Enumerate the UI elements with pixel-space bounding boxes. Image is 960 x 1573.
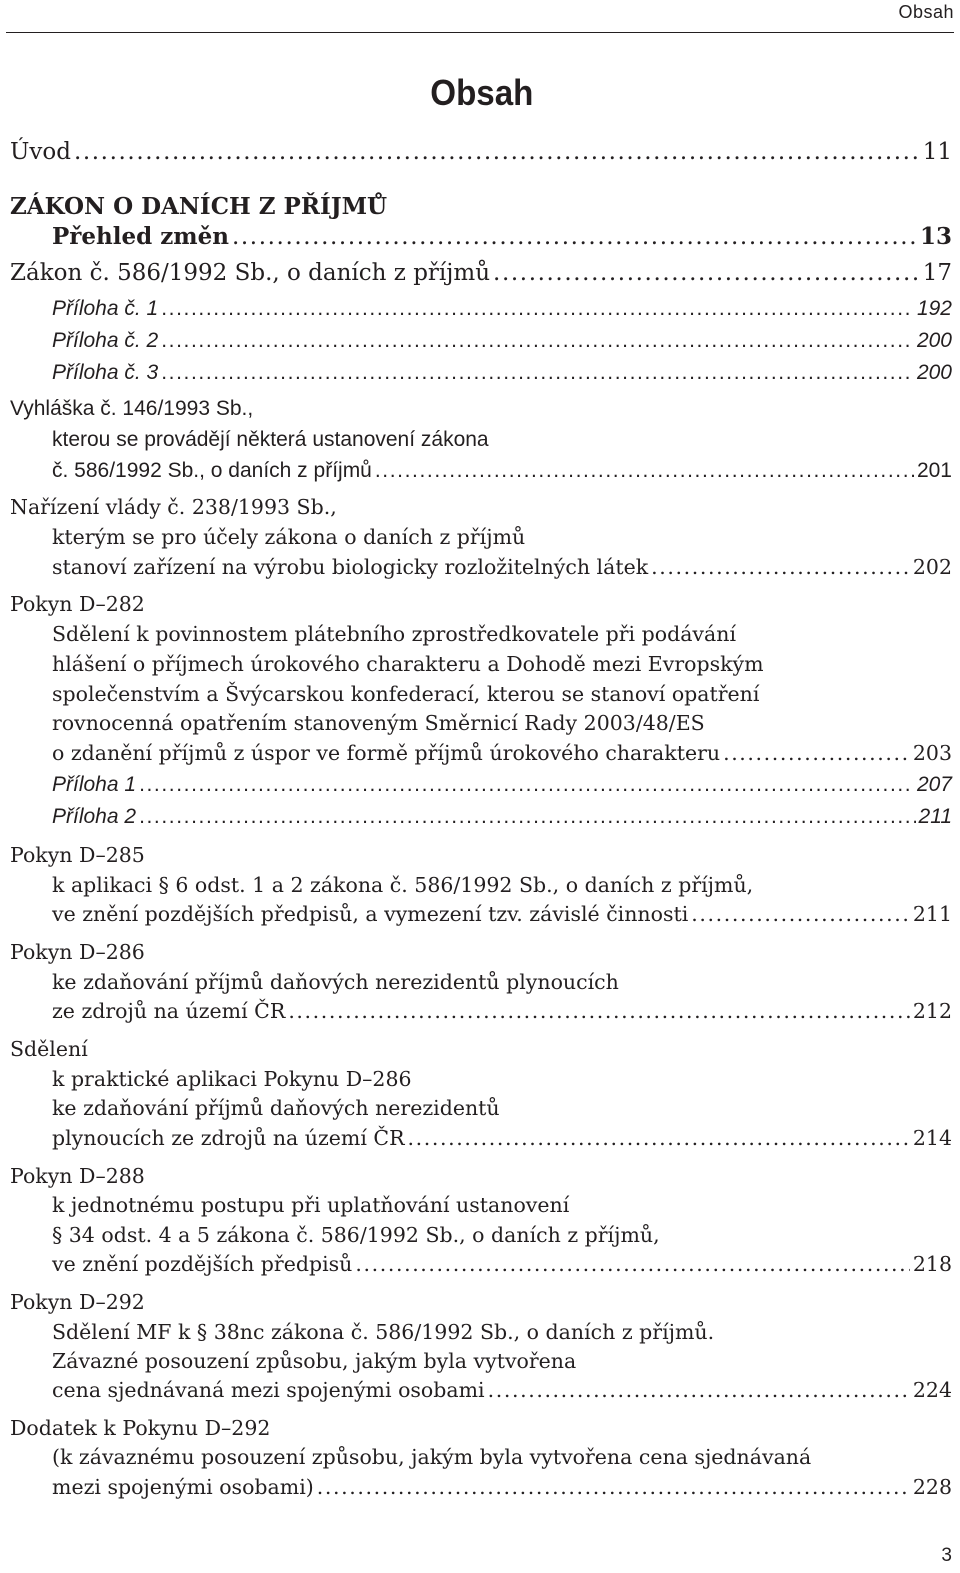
toc-entry-dodatek-292-line: (k závaznému posouzení způsobu, jakým byla vytvořena cena sjednávaná <box>52 1445 812 1469</box>
toc-entry-pokyn-285-last[interactable]: ve znění pozdějších předpisů, a vymezení tzv. závislé činnosti ..... 211 <box>52 902 952 926</box>
toc-leader-dots <box>317 1475 910 1499</box>
toc-entry-pokyn-288-last[interactable]: ve znění pozdějších předpisů ..... 218 <box>52 1252 952 1276</box>
toc-page-number: 202 <box>912 555 952 579</box>
toc-entry-pokyn-282-line: rovnocenná opatřením stanoveným Směrnicí Rady 2003/48/ES <box>52 711 705 735</box>
toc-entry-pokyn-286-last[interactable]: ze zdrojů na území ČR ..... 212 <box>52 999 952 1023</box>
toc-entry-pokyn-286-line: ke zdaňování příjmů daňových nerezidentů plynoucích <box>52 970 619 994</box>
toc-entry-pokyn-282-line: hlášení o příjmech úrokového charakteru a Dohodě mezi Evropským <box>52 652 764 676</box>
toc-entry-label: Příloha 1 <box>52 773 137 796</box>
toc-page-number: 201 <box>916 459 952 482</box>
toc-leader-dots <box>161 361 914 385</box>
page-title: Obsah <box>430 72 534 113</box>
toc-page-number: 207 <box>916 773 952 796</box>
toc-leader-dots <box>488 1378 910 1402</box>
toc-entry-pokyn-282-line: společenstvím a Švýcarskou konfederací, kterou se stanoví opatření <box>52 682 760 706</box>
toc-page-number: 203 <box>912 741 952 765</box>
toc-leader-dots <box>723 741 910 765</box>
toc-entry-label: Příloha č. 3 <box>52 361 159 384</box>
toc-leader-dots <box>288 999 910 1023</box>
toc-entry-prehled[interactable] <box>52 225 952 249</box>
toc-entry-sdeleni-line: ke zdaňování příjmů daňových nerezidentů <box>52 1096 500 1120</box>
toc-page-number: 11 <box>922 139 952 165</box>
toc-entry-pokyn-282-last[interactable]: o zdanění příjmů z úspor ve formě příjmů úrokového charakteru ..... 203 <box>52 741 952 765</box>
toc-entry-sdeleni-last[interactable]: plynoucích ze zdrojů na území ČR ..... 214 <box>52 1126 952 1150</box>
toc-entry-zakon[interactable] <box>10 261 952 285</box>
toc-leader-dots <box>493 261 920 285</box>
page-number: 3 <box>941 1545 952 1566</box>
toc-entry-pokyn-292-last[interactable]: cena sjednávaná mezi spojenými osobami ..... 224 <box>52 1378 952 1402</box>
toc-page-number: 228 <box>912 1475 952 1499</box>
toc-entry-vyhlaska-title[interactable]: Vyhláška č. 146/1993 Sb., <box>10 397 254 420</box>
toc-entry-vyhlaska-last[interactable]: č. 586/1992 Sb., o daních z příjmů ..... 201 <box>52 459 952 483</box>
running-head-title: Obsah <box>898 2 954 22</box>
toc-leader-dots <box>74 140 920 164</box>
toc-entry-dodatek-292-last[interactable]: mezi spojenými osobami) ..... 228 <box>52 1475 952 1499</box>
toc-leader-dots <box>161 329 914 353</box>
toc-entry-label: Úvod <box>10 139 71 165</box>
toc-entry-pokyn-285-title[interactable]: Pokyn D–285 <box>10 843 145 867</box>
toc-leader-dots <box>355 1252 909 1276</box>
toc-entry-pokyn-282-line: Sdělení k povinnostem plátebního zprostředkovatele při podávání <box>52 622 736 646</box>
toc-page-number: 192 <box>916 297 952 320</box>
toc-entry-label: Příloha č. 1 <box>52 297 159 320</box>
toc-entry-narizeni-last[interactable]: stanoví zařízení na výrobu biologicky rozložitelných látek ..... 202 <box>52 555 952 579</box>
toc-leader-dots <box>375 459 914 483</box>
toc-entry-label: Příloha č. 2 <box>52 329 159 352</box>
header-rule <box>6 32 954 33</box>
toc-page-number: 13 <box>919 223 952 250</box>
toc-entry-priloha-3[interactable] <box>52 361 952 385</box>
toc-entry-label: Zákon č. 586/1992 Sb., o daních z příjmů <box>10 260 491 286</box>
toc-entry-priloha-1[interactable] <box>52 297 952 321</box>
toc-leader-dots <box>232 225 917 249</box>
toc-entry-dodatek-292-title[interactable]: Dodatek k Pokynu D–292 <box>10 1416 271 1440</box>
toc-leader-dots <box>651 555 910 579</box>
toc-entry-uvod[interactable] <box>10 140 952 164</box>
toc-leader-dots <box>161 297 914 321</box>
toc-entry-priloha-2[interactable] <box>52 329 952 353</box>
toc-entry-vyhlaska-line: kterou se provádějí některá ustanovení zákona <box>52 428 489 451</box>
toc-entry-pokyn-292-title[interactable]: Pokyn D–292 <box>10 1290 145 1314</box>
toc-entry-label: Přehled změn <box>52 223 229 250</box>
toc-page-number: 211 <box>918 805 952 828</box>
toc-page-number: 218 <box>912 1252 952 1276</box>
toc-entry-pokyn-286-title[interactable]: Pokyn D–286 <box>10 940 145 964</box>
toc-entry-label: Příloha 2 <box>52 805 137 828</box>
toc-page-number: 212 <box>912 999 952 1023</box>
toc-leader-dots <box>139 773 914 797</box>
toc-page-number: 214 <box>912 1126 952 1150</box>
toc-page-number: 211 <box>912 902 952 926</box>
toc-entry-narizeni-title[interactable]: Nařízení vlády č. 238/1993 Sb., <box>10 495 337 519</box>
toc-entry-sdeleni-title[interactable]: Sdělení <box>10 1037 88 1061</box>
toc-entry-narizeni-line: kterým se pro účely zákona o daních z příjmů <box>52 525 526 549</box>
toc-page-number: 200 <box>916 329 952 352</box>
toc-page-number: 17 <box>922 260 952 286</box>
toc-leader-dots <box>691 902 910 926</box>
toc-entry-pokyn-292-line: Závazné posouzení způsobu, jakým byla vytvořena <box>52 1349 577 1373</box>
toc-entry-pokyn-288-line: § 34 odst. 4 a 5 zákona č. 586/1992 Sb., o daních z příjmů, <box>52 1223 660 1247</box>
toc-entry-pokyn-282-priloha-2[interactable] <box>52 805 952 829</box>
toc-leader-dots <box>139 805 915 829</box>
toc-leader-dots <box>408 1126 910 1150</box>
toc-entry-pokyn-288-title[interactable]: Pokyn D–288 <box>10 1164 145 1188</box>
toc-entry-pokyn-282-priloha-1[interactable] <box>52 773 952 797</box>
toc-section-heading: ZÁKON O DANÍCH Z PŘÍJMŮ <box>10 193 388 220</box>
toc-entry-pokyn-285-line: k aplikaci § 6 odst. 1 a 2 zákona č. 586/1992 Sb., o daních z příjmů, <box>52 873 754 897</box>
toc-entry-pokyn-282-title[interactable]: Pokyn D–282 <box>10 592 145 616</box>
toc-entry-pokyn-292-line: Sdělení MF k § 38nc zákona č. 586/1992 Sb., o daních z příjmů. <box>52 1320 715 1344</box>
toc-entry-sdeleni-line: k praktické aplikaci Pokynu D–286 <box>52 1067 412 1091</box>
toc-entry-pokyn-288-line: k jednotnému postupu při uplatňování ustanovení <box>52 1193 570 1217</box>
toc-page-number: 224 <box>912 1378 952 1402</box>
toc-page-number: 200 <box>916 361 952 384</box>
